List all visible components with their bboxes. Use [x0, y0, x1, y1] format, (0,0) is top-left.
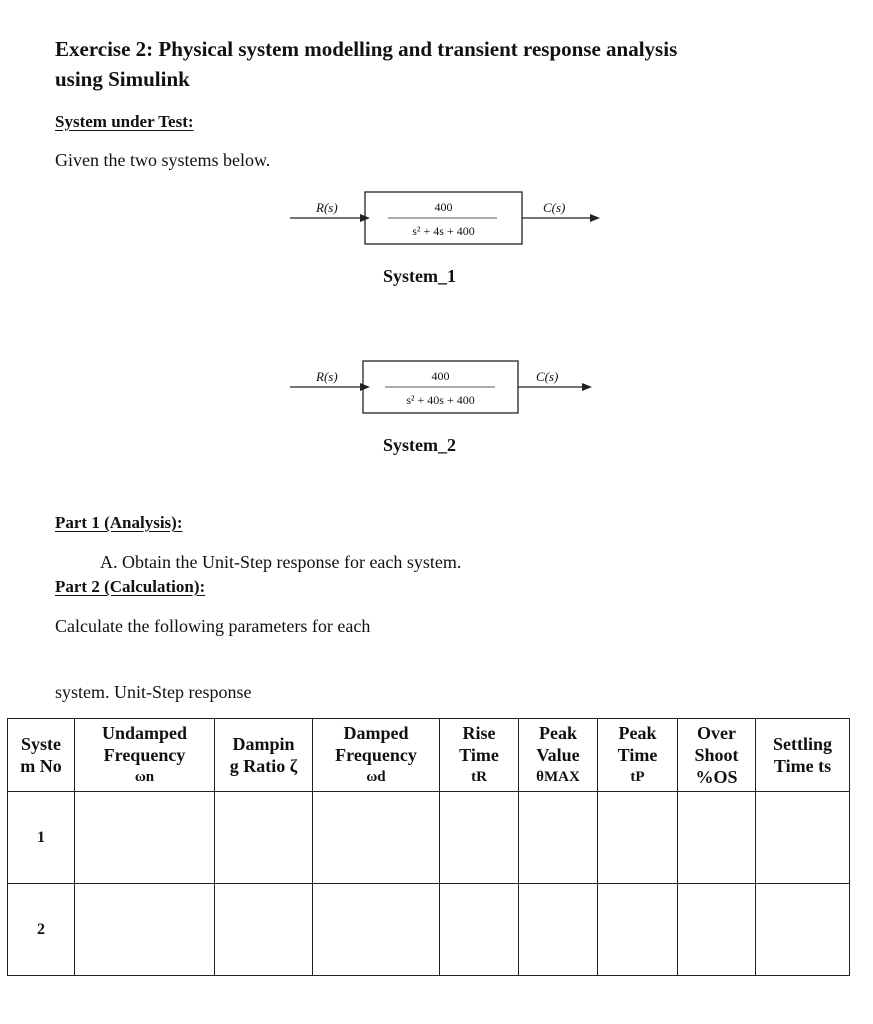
part-1-item-a: A. Obtain the Unit-Step response for each system.	[100, 552, 462, 572]
table-cell[interactable]	[75, 884, 215, 976]
header-damping-ratio: Dampin g Ratio ζ	[215, 719, 313, 792]
table-row	[8, 792, 850, 884]
table-cell[interactable]	[756, 884, 850, 976]
table-cell[interactable]	[313, 884, 440, 976]
table-cell[interactable]	[756, 792, 850, 884]
system-2-output-label: C(s)	[536, 369, 559, 384]
system-heading: System under Test:	[55, 112, 194, 131]
title-line-1: Exercise 2: Physical system modelling and transient response analysis	[55, 37, 678, 61]
header-settling-time: Settling Time ts	[756, 719, 850, 792]
intro-text: Given the two systems below.	[55, 150, 271, 170]
table-row	[8, 884, 850, 976]
parameters-table	[7, 718, 850, 976]
row-system-number: 2	[8, 884, 75, 976]
header-peak-value: Peak Value θMAX	[519, 719, 598, 792]
table-cell[interactable]	[75, 792, 215, 884]
table-header-row	[8, 719, 850, 792]
system-1-name: System_1	[383, 266, 456, 286]
table-cell[interactable]	[215, 792, 313, 884]
header-peak-time: Peak Time tP	[598, 719, 678, 792]
header-system-no: Syste m No	[8, 719, 75, 792]
table-cell[interactable]	[598, 884, 678, 976]
table-cell[interactable]	[519, 884, 598, 976]
output-arrowhead	[582, 383, 592, 391]
table-cell[interactable]	[440, 792, 519, 884]
system-2-name: System_2	[383, 435, 456, 455]
output-arrowhead	[590, 214, 600, 222]
system-2-input-label: R(s)	[316, 369, 338, 384]
system-1-input-label: R(s)	[316, 200, 338, 215]
table-cell[interactable]	[440, 884, 519, 976]
header-overshoot: Over Shoot %OS	[678, 719, 756, 792]
system-1-numerator: 400	[434, 200, 453, 214]
table-cell[interactable]	[678, 884, 756, 976]
part-2-instruction-line-1: Calculate the following parameters for each	[55, 616, 371, 636]
input-arrowhead	[360, 383, 370, 391]
table-cell[interactable]	[598, 792, 678, 884]
table-cell[interactable]	[313, 792, 440, 884]
table-cell[interactable]	[678, 792, 756, 884]
title-line-2: using Simulink	[55, 67, 190, 91]
system-1-output-label: C(s)	[543, 200, 566, 215]
part-2-heading: Part 2 (Calculation):	[55, 577, 206, 596]
header-rise-time: Rise Time tR	[440, 719, 519, 792]
part-2-instruction-line-2: system. Unit-Step response	[55, 682, 252, 702]
system-2-denominator: s² + 40s + 400	[406, 393, 475, 407]
table-cell[interactable]	[215, 884, 313, 976]
header-damped-frequency: Damped Frequency ωd	[313, 719, 440, 792]
part-1-heading: Part 1 (Analysis):	[55, 513, 183, 532]
table-cell[interactable]	[519, 792, 598, 884]
row-system-number: 1	[8, 792, 75, 884]
system-2-numerator: 400	[431, 369, 450, 383]
header-undamped-frequency: Undamped Frequency ωn	[75, 719, 215, 792]
system-1-denominator: s² + 4s + 400	[412, 224, 475, 238]
page-title	[55, 34, 845, 94]
